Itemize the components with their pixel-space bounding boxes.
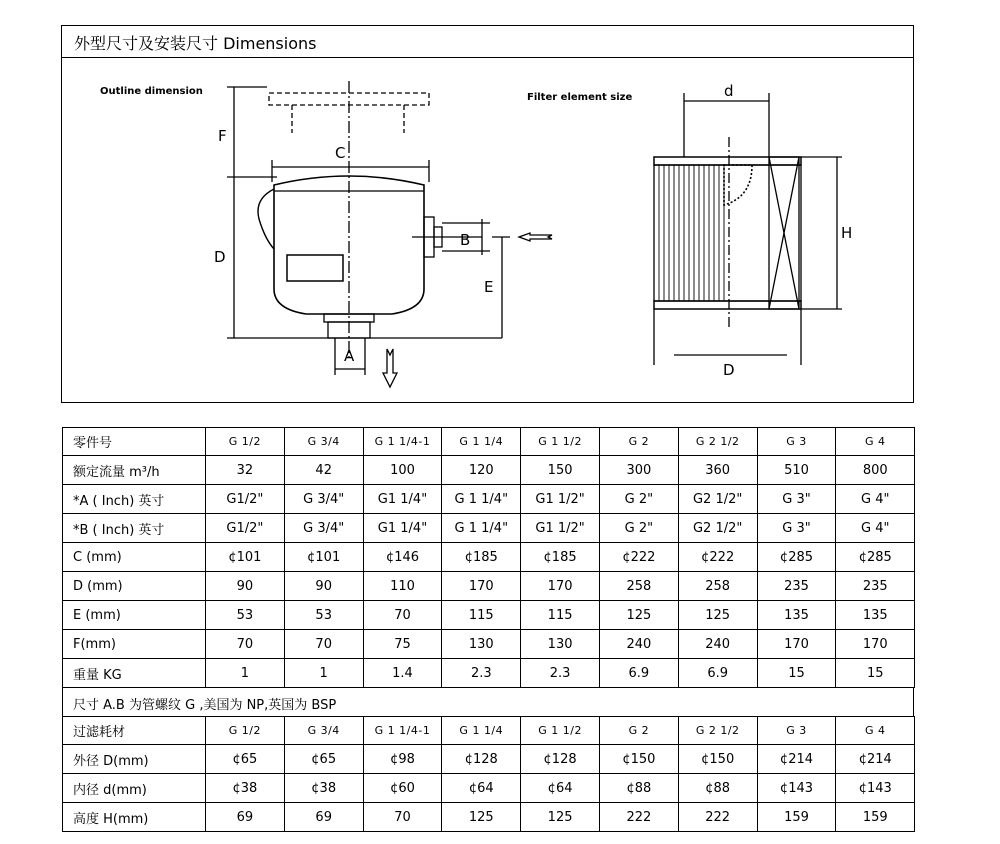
- dim-label-b: B: [460, 231, 471, 249]
- table-cell: 130: [521, 630, 600, 659]
- table-cell: 90: [284, 572, 363, 601]
- table-row: [63, 745, 915, 774]
- table-cell: ¢143: [836, 774, 915, 803]
- row-label: 外径 D(mm): [63, 745, 206, 774]
- outlet-arrow: [383, 349, 397, 387]
- table-cell: G 3": [757, 514, 836, 543]
- outline-caption: Outline dimension: [100, 86, 203, 97]
- column-header: G 4: [836, 717, 915, 745]
- table-row: [63, 485, 915, 514]
- table-cell: ¢128: [521, 745, 600, 774]
- table-cell: ¢98: [363, 745, 442, 774]
- table-cell: 32: [206, 456, 285, 485]
- table-cell: ¢64: [442, 774, 521, 803]
- column-header: G 2: [599, 428, 678, 456]
- table-cell: 258: [599, 572, 678, 601]
- column-header: G 2 1/2: [678, 428, 757, 456]
- row-label: *B ( Inch) 英寸: [63, 514, 206, 543]
- table-cell: 69: [284, 803, 363, 832]
- table-cell: ¢214: [836, 745, 915, 774]
- table-cell: ¢128: [442, 745, 521, 774]
- table-cell: 70: [363, 601, 442, 630]
- table-cell: 100: [363, 456, 442, 485]
- table-cell: 235: [836, 572, 915, 601]
- table-row: [63, 601, 915, 630]
- row-label: 高度 H(mm): [63, 803, 206, 832]
- table-row: [63, 774, 915, 803]
- table-cell: 135: [757, 601, 836, 630]
- thread-note: 尺寸 A.B 为管螺纹 G ,美国为 NP,英国为 BSP: [73, 698, 337, 713]
- table-cell: G1 1/2": [521, 514, 600, 543]
- table-cell: 170: [836, 630, 915, 659]
- table-cell: G1 1/2": [521, 485, 600, 514]
- table-cell: G 3/4": [284, 485, 363, 514]
- table-cell: 70: [206, 630, 285, 659]
- column-header: G 1 1/4: [442, 428, 521, 456]
- column-header: G 1/2: [206, 428, 285, 456]
- column-header: G 1 1/4: [442, 717, 521, 745]
- table-cell: 75: [363, 630, 442, 659]
- table-cell: 170: [757, 630, 836, 659]
- dim-label-h: H: [841, 224, 853, 242]
- column-header: G 4: [836, 428, 915, 456]
- title-bar: [61, 25, 914, 58]
- table-cell: 240: [599, 630, 678, 659]
- dim-label-small-d: d: [724, 82, 734, 100]
- table-cell: G1/2": [206, 514, 285, 543]
- dim-label-e: E: [484, 278, 494, 296]
- column-header: G 1 1/2: [521, 717, 600, 745]
- dim-label-d: D: [214, 248, 226, 266]
- row-label: *A ( Inch) 英寸: [63, 485, 206, 514]
- table-cell: 1: [206, 659, 285, 688]
- table-cell: 360: [678, 456, 757, 485]
- inlet-arrow: [519, 233, 552, 241]
- note-row: [62, 688, 914, 716]
- table-cell: 115: [521, 601, 600, 630]
- table-cell: 125: [599, 601, 678, 630]
- table-cell: ¢64: [521, 774, 600, 803]
- table-cell: 53: [206, 601, 285, 630]
- row-label: E (mm): [63, 601, 206, 630]
- table-cell: G 2": [599, 485, 678, 514]
- table-cell: 258: [678, 572, 757, 601]
- filter-element: [654, 93, 842, 365]
- table-cell: ¢38: [206, 774, 285, 803]
- table-cell: 135: [836, 601, 915, 630]
- table-cell: 115: [442, 601, 521, 630]
- column-header: G 1/2: [206, 717, 285, 745]
- table-cell: 150: [521, 456, 600, 485]
- column-header: G 3: [757, 717, 836, 745]
- dim-label-f: F: [218, 127, 227, 145]
- header-label: 过滤耗材: [63, 717, 206, 745]
- table-cell: 240: [678, 630, 757, 659]
- table-cell: 53: [284, 601, 363, 630]
- table-cell: 159: [757, 803, 836, 832]
- table-cell: 15: [836, 659, 915, 688]
- table-cell: ¢38: [284, 774, 363, 803]
- table-cell: ¢143: [757, 774, 836, 803]
- table-cell: G2 1/2": [678, 514, 757, 543]
- table-cell: ¢101: [206, 543, 285, 572]
- table-cell: G 1 1/4": [442, 485, 521, 514]
- table-cell: ¢146: [363, 543, 442, 572]
- row-label: C (mm): [63, 543, 206, 572]
- table-cell: G 4": [836, 485, 915, 514]
- row-label: 内径 d(mm): [63, 774, 206, 803]
- column-header: G 3/4: [284, 428, 363, 456]
- table-cell: 170: [521, 572, 600, 601]
- table-cell: 130: [442, 630, 521, 659]
- header-label: 零件号: [63, 428, 206, 456]
- element-caption: Filter element size: [527, 92, 633, 103]
- table-cell: 110: [363, 572, 442, 601]
- table-cell: 6.9: [678, 659, 757, 688]
- table-cell: 125: [442, 803, 521, 832]
- table-cell: G 3/4": [284, 514, 363, 543]
- table-cell: G1 1/4": [363, 514, 442, 543]
- table-cell: G2 1/2": [678, 485, 757, 514]
- table-row: [63, 803, 915, 832]
- table-cell: ¢150: [599, 745, 678, 774]
- table-cell: G1/2": [206, 485, 285, 514]
- table-cell: ¢285: [757, 543, 836, 572]
- dimension-drawing: [61, 57, 914, 403]
- table-cell: 1.4: [363, 659, 442, 688]
- table-cell: 69: [206, 803, 285, 832]
- table-cell: ¢101: [284, 543, 363, 572]
- table-cell: G 4": [836, 514, 915, 543]
- table-row: [63, 572, 915, 601]
- table-cell: 2.3: [521, 659, 600, 688]
- table-cell: ¢65: [206, 745, 285, 774]
- table-cell: 222: [678, 803, 757, 832]
- table-cell: G 2": [599, 514, 678, 543]
- row-label: F(mm): [63, 630, 206, 659]
- table-cell: 1: [284, 659, 363, 688]
- table-cell: 125: [678, 601, 757, 630]
- table-cell: ¢185: [442, 543, 521, 572]
- table-cell: ¢88: [599, 774, 678, 803]
- table-cell: ¢88: [678, 774, 757, 803]
- row-label: 重量 KG: [63, 659, 206, 688]
- table-cell: ¢285: [836, 543, 915, 572]
- dim-label-a: A: [344, 347, 355, 365]
- table-row: [63, 543, 915, 572]
- table-cell: 125: [521, 803, 600, 832]
- element-table: [62, 716, 915, 832]
- table-cell: 70: [284, 630, 363, 659]
- table-cell: ¢222: [599, 543, 678, 572]
- table-cell: 300: [599, 456, 678, 485]
- column-header: G 2: [599, 717, 678, 745]
- column-header: G 3: [757, 428, 836, 456]
- column-header: G 1 1/2: [521, 428, 600, 456]
- table-cell: 510: [757, 456, 836, 485]
- table-cell: 120: [442, 456, 521, 485]
- table-header-row: [63, 717, 915, 745]
- spec-table: [62, 427, 915, 688]
- table-cell: 159: [836, 803, 915, 832]
- table-cell: ¢222: [678, 543, 757, 572]
- page-title: 外型尺寸及安装尺寸 Dimensions: [74, 34, 317, 53]
- table-cell: 222: [599, 803, 678, 832]
- column-header: G 1 1/4-1: [363, 428, 442, 456]
- column-header: G 3/4: [284, 717, 363, 745]
- row-label: D (mm): [63, 572, 206, 601]
- table-cell: ¢60: [363, 774, 442, 803]
- table-cell: ¢185: [521, 543, 600, 572]
- table-header-row: [63, 428, 915, 456]
- table-cell: 800: [836, 456, 915, 485]
- table-cell: 235: [757, 572, 836, 601]
- table-cell: 90: [206, 572, 285, 601]
- table-cell: ¢65: [284, 745, 363, 774]
- dim-label-c: C: [335, 144, 346, 162]
- table-cell: G 1 1/4": [442, 514, 521, 543]
- table-cell: G1 1/4": [363, 485, 442, 514]
- table-cell: 42: [284, 456, 363, 485]
- table-cell: 70: [363, 803, 442, 832]
- table-cell: G 3": [757, 485, 836, 514]
- table-row: [63, 659, 915, 688]
- table-cell: 170: [442, 572, 521, 601]
- table-cell: ¢150: [678, 745, 757, 774]
- column-header: G 2 1/2: [678, 717, 757, 745]
- table-row: [63, 630, 915, 659]
- dim-label-element-d: D: [723, 361, 735, 379]
- table-cell: 2.3: [442, 659, 521, 688]
- row-label: 额定流量 m³/h: [63, 456, 206, 485]
- column-header: G 1 1/4-1: [363, 717, 442, 745]
- table-cell: ¢214: [757, 745, 836, 774]
- nameplate: [287, 255, 343, 281]
- technical-drawing: [62, 57, 915, 403]
- table-row: [63, 514, 915, 543]
- table-cell: 6.9: [599, 659, 678, 688]
- table-cell: 15: [757, 659, 836, 688]
- table-row: [63, 456, 915, 485]
